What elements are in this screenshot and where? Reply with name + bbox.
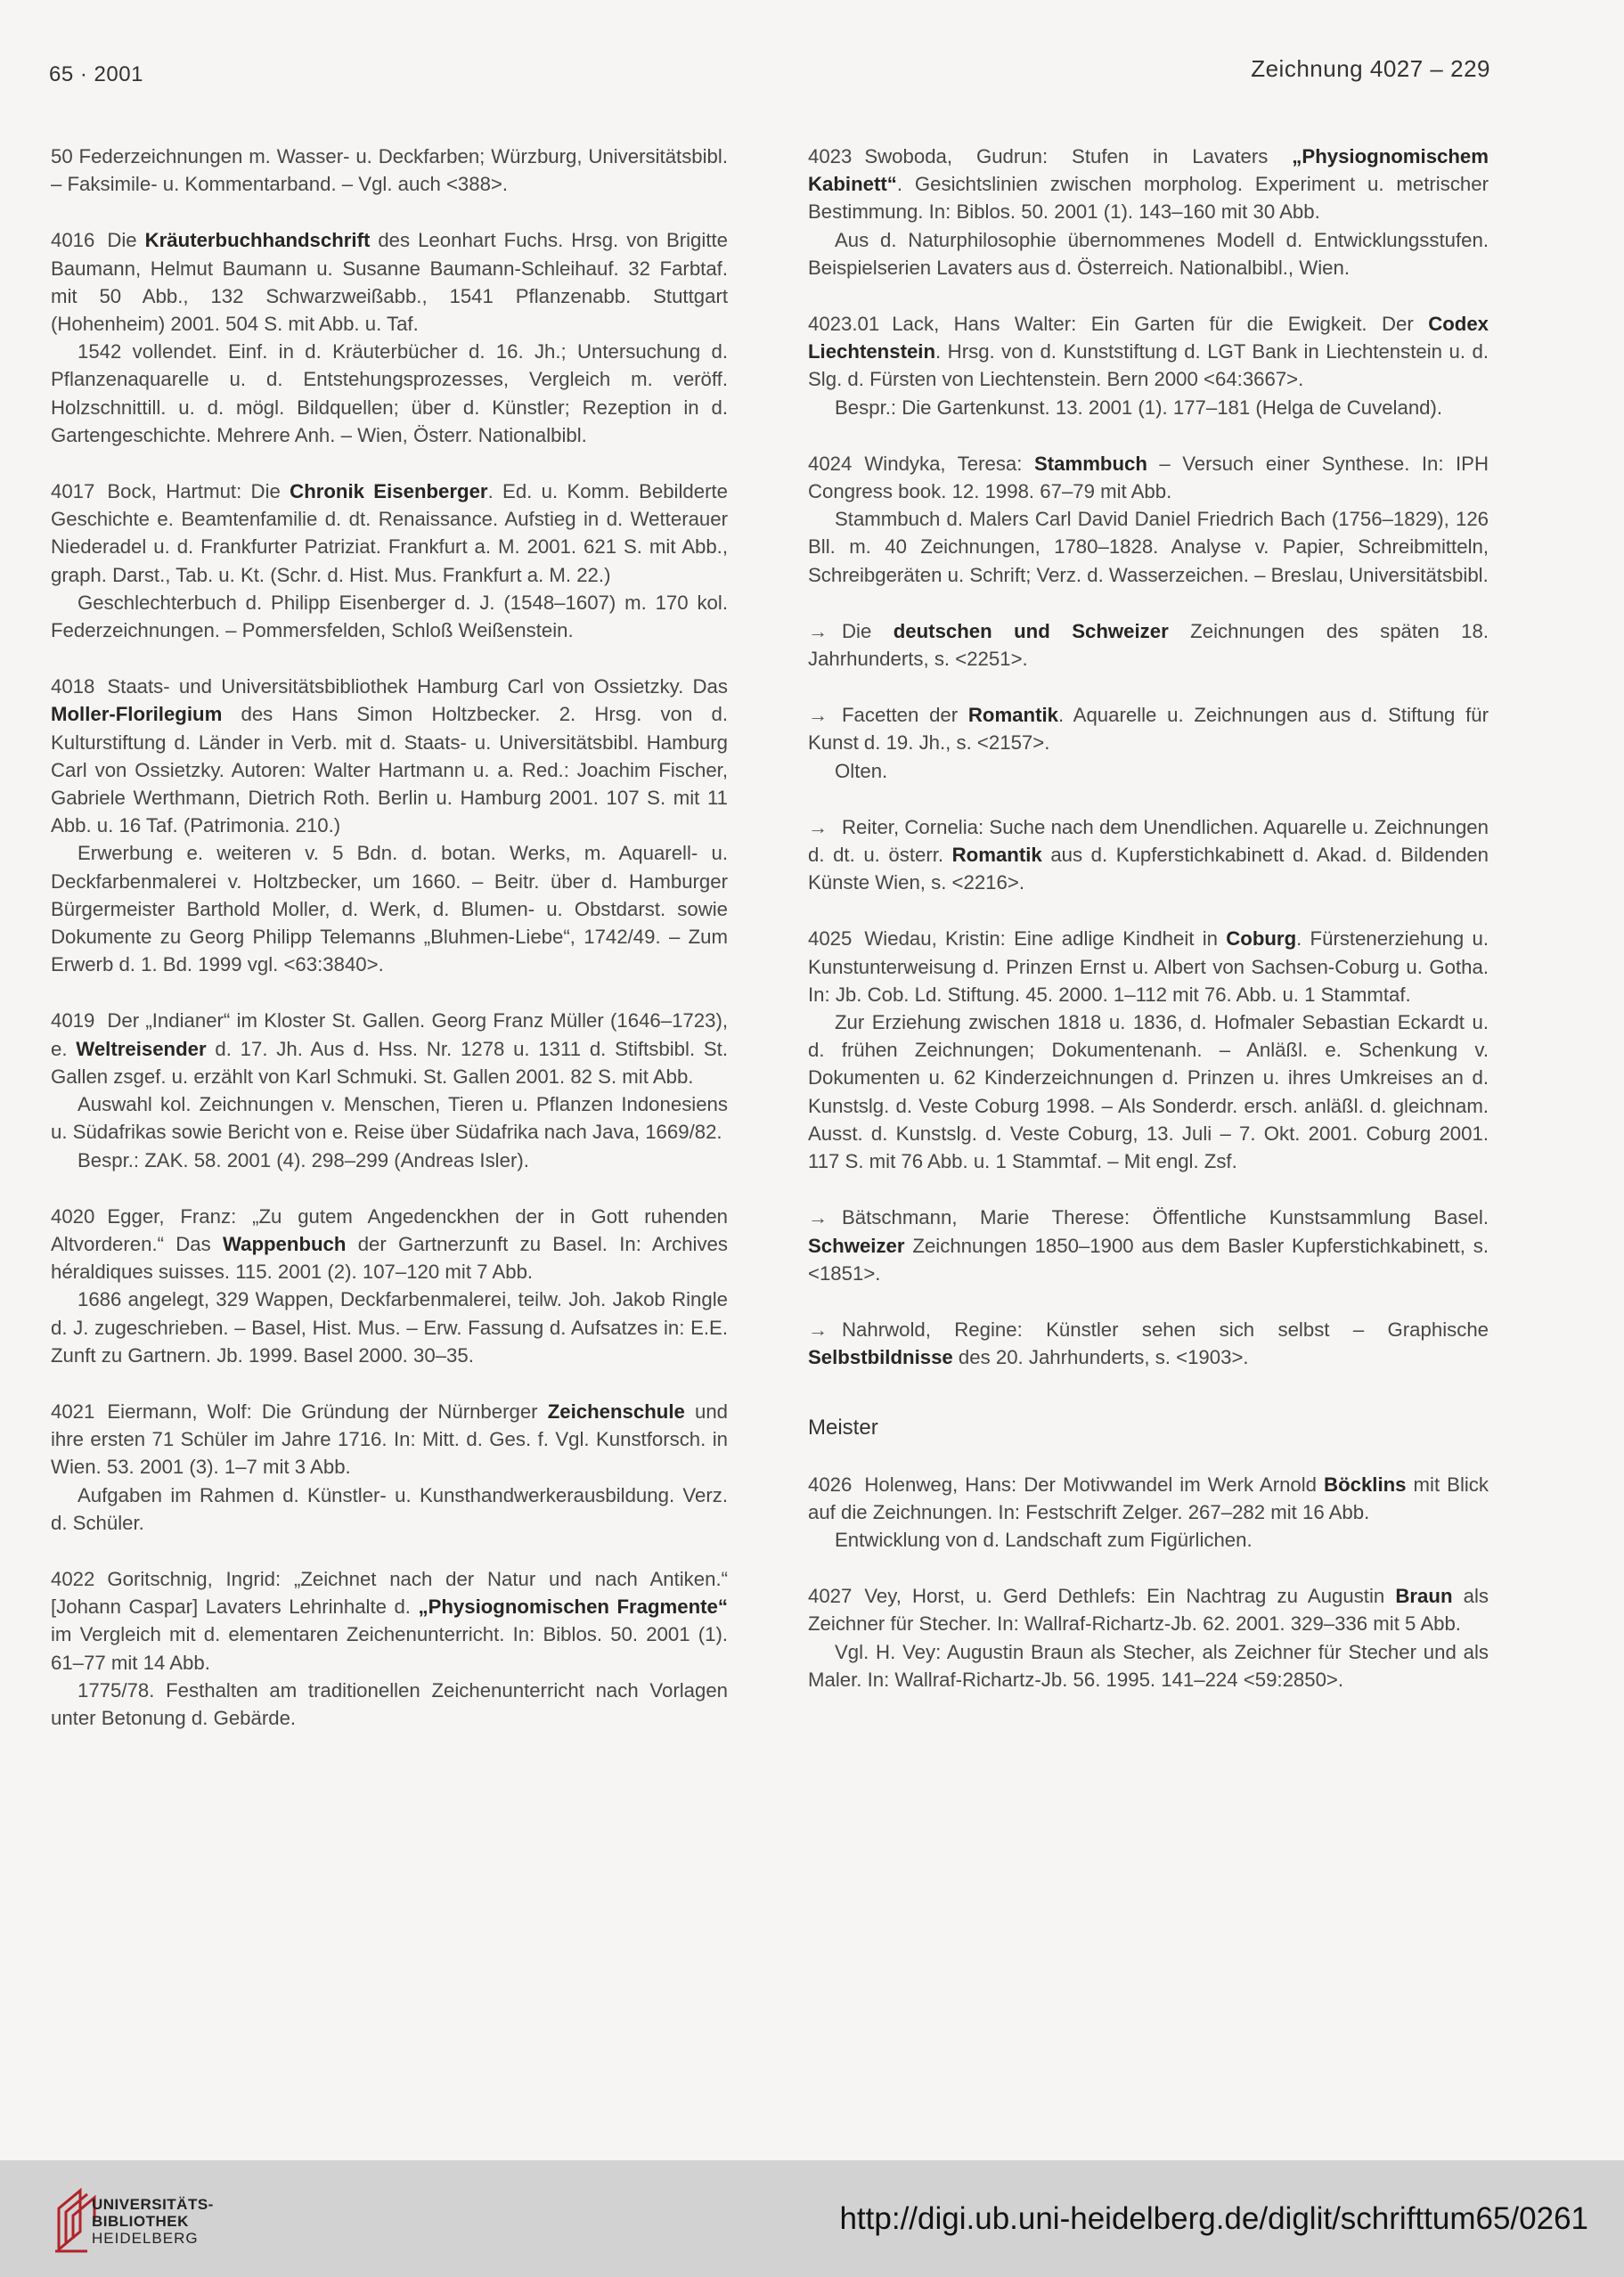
- entry-annotation: [808, 226, 1489, 282]
- running-header-left: 65 · 2001: [49, 62, 143, 86]
- entry-annotation: [51, 1285, 728, 1369]
- entry-text-rest: des 20. Jahrhunderts, s. <1903>.: [952, 1346, 1249, 1369]
- cross-reference-entry: [808, 617, 1489, 673]
- entry-keyword: deutschen und Schweizer: [893, 619, 1169, 642]
- entry-text: Nahrwold, Regine: Künstler sehen sich selbst – Graphische: [842, 1318, 1489, 1341]
- entry-citation: [808, 1204, 1489, 1287]
- entry-number: 4017: [51, 480, 95, 503]
- entry-citation: [51, 1565, 728, 1677]
- entry-text: Wiedau, Kristin: Eine adlige Kindheit in: [864, 927, 1227, 951]
- entry-text-rest: des Leonhart Fuchs. Hrsg. von Brigitte Baumann, Helmut Baumann u. Susanne Baumann-Schleihauf. 32 Farbtaf. mit 50 Abb., 132 Schwarzweißabb., 1541 Pflanzenabb. Stuttgart (Hohenheim) 2001. 504 S. mit Abb. u. Taf.: [51, 229, 728, 336]
- entry-text-rest: – Versuch einer Synthese. In: IPH Congress book. 12. 1998. 67–79 mit Abb.: [808, 452, 1489, 503]
- entry-citation: [808, 143, 1489, 226]
- entry-annotation: [808, 505, 1489, 589]
- entry-citation: [808, 617, 1489, 673]
- entry-text-rest: . Gesichtslinien zwischen morpholog. Experiment u. metrischer Bestimmung. In: Biblos. 50. 2001 (1). 143–160 mit 30 Abb.: [808, 173, 1489, 224]
- entry-keyword: Braun: [1395, 1585, 1453, 1608]
- entry-keyword: Kräuterbuchhandschrift: [144, 229, 371, 252]
- entry-keyword: „Physiognomischem Kabinett“: [808, 145, 1489, 196]
- entry-text: Windyka, Teresa:: [864, 452, 1034, 475]
- entry-citation: [808, 310, 1489, 394]
- entry-keyword: Chronik Eisenberger: [290, 480, 488, 503]
- entry-citation: [808, 701, 1489, 756]
- entry-annotation: [51, 338, 728, 449]
- entry-annotation: [51, 1090, 728, 1146]
- see-also-arrow-icon: →: [808, 815, 828, 838]
- entry-number: 4018: [51, 675, 95, 698]
- cross-reference-entry: [808, 1316, 1489, 1371]
- entry-text-rest: der Gartnerzunft zu Basel. In: Archives héraldiques suisses. 115. 2001 (2). 107–120 mit 7 Abb.: [51, 1232, 728, 1284]
- entry-annotation: [51, 589, 728, 644]
- see-also-arrow-icon: →: [808, 619, 828, 642]
- cross-reference-entry: [808, 1204, 1489, 1287]
- bibliography-entry: [51, 1203, 728, 1369]
- entry-citation: [808, 1582, 1489, 1637]
- running-header-right: Zeichnung 4027 – 229: [1251, 55, 1490, 82]
- entry-keyword: Coburg: [1226, 927, 1297, 951]
- bibliography-entry: [808, 310, 1489, 421]
- entry-text-rest: und ihre ersten 71 Schüler im Jahre 1716. In: Mitt. d. Ges. f. Vgl. Kunstforsch. in Wien. 53. 2001 (3). 1–7 mit 3 Abb.: [51, 1400, 728, 1479]
- entry-text: Reiter, Cornelia: Suche nach dem Unendlichen. Aquarelle u. Zeichnungen d. dt. u. österr.: [808, 815, 1489, 867]
- entry-text: Lack, Hans Walter: Ein Garten für die Ewigkeit. Der: [892, 313, 1429, 336]
- bibliography-entry: [51, 477, 728, 644]
- entry-text: Swoboda, Gudrun: Stufen in Lavaters: [864, 145, 1293, 167]
- entry-text: 1686 angelegt, 329 Wappen, Deckfarbenmalerei, teilw. Joh. Jakob Ringle d. J. zugeschrieben. – Basel, Hist. Mus. – Erw. Fassung d. Aufsatzes in: E.E. Zunft zu Gartnern. Jb. 1999. Basel 2000. 30–35.: [51, 1288, 728, 1367]
- entry-text-rest: aus d. Kupferstichkabinett d. Akad. d. Bildenden Künste Wien, s. <2216>.: [808, 844, 1489, 894]
- entry-text: 50 Federzeichnungen m. Wasser- u. Deckfarben; Würzburg, Universitätsbibl. – Faksimile- u. Kommentarband. – Vgl. auch <388>.: [51, 145, 728, 196]
- entry-text: Auswahl kol. Zeichnungen v. Menschen, Tieren u. Pflanzen Indonesiens u. Südafrikas sowie Bericht von e. Reise über Südafrika nach Java, 1669/82.: [51, 1093, 728, 1144]
- bibliography-entry: [808, 925, 1489, 1175]
- entry-text: 1542 vollendet. Einf. in d. Kräuterbücher d. 16. Jh.; Untersuchung d. Pflanzenaquarelle u. d. Entstehungsprozesses, Vergleich m. veröff. Holzschnittill. u. d. mögl. Bildquellen; über d. Künstler; Rezeption in d. Gartengeschichte. Mehrere Anh. – Wien, Österr. Nationalbibl.: [51, 340, 728, 446]
- entry-text-rest: Zeichnungen des späten 18. Jahrhunderts, s. <2251>.: [808, 619, 1489, 671]
- right-column: [808, 143, 1489, 1722]
- entry-text-rest: mit Blick auf die Zeichnungen. In: Festschrift Zelger. 267–282 mit 16 Abb.: [808, 1473, 1489, 1523]
- bibliography-entry: [51, 1565, 728, 1732]
- bibliography-entry: [808, 450, 1489, 589]
- bibliography-entry: [51, 226, 728, 449]
- permalink-url[interactable]: http://digi.ub.uni-heidelberg.de/diglit/schrifttum65/0261: [839, 2201, 1588, 2236]
- entry-citation: [51, 1203, 728, 1286]
- entry-text: Stammbuch d. Malers Carl David Daniel Friedrich Bach (1756–1829), 126 Bll. m. 40 Zeichnungen, 1780–1828. Analyse v. Papier, Schreibmitteln, Schreibgeräten u. Schrift; Verz. d. Wasserzeichen. – Breslau, Universitätsbibl.: [808, 508, 1489, 586]
- entry-annotation: [808, 1638, 1489, 1693]
- entry-keyword: Stammbuch: [1033, 452, 1147, 475]
- entry-number: 4019: [51, 1009, 95, 1032]
- cross-reference-entry: [808, 701, 1489, 785]
- entry-number: 4021: [51, 1400, 95, 1423]
- entry-number: 4023: [808, 145, 853, 167]
- entry-text: Die: [842, 619, 894, 642]
- entry-keyword: Böcklins: [1324, 1473, 1407, 1496]
- entry-keyword: Codex Liechtenstein: [808, 313, 1489, 363]
- bibliography-entry: [51, 1007, 728, 1173]
- footer-bar: [0, 2160, 1624, 2277]
- entry-annotation: [808, 1526, 1489, 1554]
- entry-text-rest: . Fürstenerziehung u. Kunstunterweisung d. Prinzen Ernst u. Albert von Sachsen-Coburg u. Gotha. In: Jb. Cob. Ld. Stiftung. 45. 2000. 1–112 mit 76. Abb. u. 1 Stammtaf.: [808, 927, 1489, 1006]
- entry-text: Eiermann, Wolf: Die Gründung der Nürnberger: [107, 1400, 548, 1423]
- entry-number: 4016: [51, 229, 95, 252]
- entry-text: Olten.: [835, 759, 888, 782]
- entry-text: Bespr.: Die Gartenkunst. 13. 2001 (1). 177–181 (Helga de Cuveland).: [835, 396, 1443, 419]
- entry-text: Aus d. Naturphilosophie übernommenes Modell d. Entwicklungsstufen. Beispielserien Lavaters aus d. Österreich. Nationalbibl., Wien.: [808, 228, 1489, 279]
- entry-text: Entwicklung von d. Landschaft zum Figürlichen.: [835, 1528, 1253, 1551]
- bibliography-entry: [808, 1471, 1489, 1555]
- entry-text: Die: [107, 229, 145, 252]
- entry-citation: [808, 1316, 1489, 1371]
- entry-keyword: Wappenbuch: [222, 1232, 347, 1255]
- entry-citation: [808, 450, 1489, 505]
- entry-text-rest: . Ed. u. Komm. Bebilderte Geschichte e. Beamtenfamilie d. dt. Renaissance. Aufstieg in d. Wetterauer Niederadel u. d. Frankfurter Patriziat. Frankfurt a. M. 2001. 621 S. mit Abb., graph. Darst., Tab. u. Kt. (Schr. d. Hist. Mus. Frankfurt a. M. 22.): [51, 480, 728, 586]
- entry-number: 4022: [51, 1567, 95, 1590]
- library-name-line2: BIBLIOTHEK: [92, 2213, 189, 2230]
- entry-number: 4020: [51, 1204, 95, 1228]
- entry-number: 4027: [808, 1585, 853, 1608]
- library-name-line3: HEIDELBERG: [92, 2230, 199, 2247]
- entry-text-rest: . Aquarelle u. Zeichnungen aus d. Stiftung für Kunst d. 19. Jh., s. <2157>.: [808, 704, 1489, 755]
- section-heading: Meister: [808, 1416, 878, 1440]
- entry-annotation: [808, 1008, 1489, 1175]
- entry-text: Bätschmann, Marie Therese: Öffentliche Kunstsammlung Basel.: [842, 1206, 1489, 1229]
- entry-text: Erwerbung e. weiteren v. 5 Bdn. d. botan. Werks, m. Aquarell- u. Deckfarbenmalerei v. Holtzbecker, um 1660. – Beitr. über d. Hamburger Bürgermeister Barthold Moller, d. Werk, d. Blumen- u. Obstdarst. sowie Dokumente zu Georg Philipp Telemanns „Bluhmen-Liebe“, 1742/49. – Zum Erwerb d. 1. Bd. 1999 vgl. <63:3840>.: [51, 842, 728, 976]
- left-column: [51, 143, 728, 1760]
- entry-keyword: „Physiognomischen Fragmente“: [418, 1596, 728, 1619]
- library-name-line1: UNIVERSITÄTS-: [92, 2196, 214, 2213]
- bibliography-entry: [51, 143, 728, 198]
- see-also-arrow-icon: →: [808, 1206, 828, 1229]
- entry-text: Vgl. H. Vey: Augustin Braun als Stecher, als Zeichner für Stecher und als Maler. In: Wallraf-Richartz-Jb. 56. 1995. 141–224 <59:2850>.: [808, 1640, 1489, 1691]
- entry-text: Geschlechterbuch d. Philipp Eisenberger d. J. (1548–1607) m. 170 kol. Federzeichnungen. – Pommersfelden, Schloß Weißenstein.: [51, 591, 728, 642]
- entry-text: Der „Indianer“ im Kloster St. Gallen. Georg Franz Müller (1646–1723), e.: [51, 1009, 728, 1060]
- entry-number: 4026: [808, 1473, 853, 1496]
- entry-text: Staats- und Universitätsbibliothek Hamburg Carl von Ossietzky. Das: [107, 675, 728, 698]
- bibliography-entry: [808, 1582, 1489, 1693]
- see-also-arrow-icon: →: [808, 1318, 828, 1341]
- entry-annotation: [51, 1481, 728, 1537]
- bibliography-entry: [808, 143, 1489, 282]
- entry-number: 4025: [808, 927, 853, 951]
- entry-text: Zur Erziehung zwischen 1818 u. 1836, d. Hofmaler Sebastian Eckardt u. d. frühen Zeichnungen; Dokumentenanh. – Anläßl. e. Schenkung v. Dokumenten u. 62 Kinderzeichnungen d. Prinzen u. ihres Umkreises an d. Kunstslg. d. Veste Coburg 1998. – Als Sonderdr. ersch. anläßl. d. gleichnam. Ausst. d. Kunstslg. d. Veste Coburg, 13. Juli – 7. Okt. 2001. Coburg 2001. 117 S. mit 76 Abb. u. 1 Stammtaf. – Mit engl. Zsf.: [808, 1011, 1489, 1173]
- entry-citation: [51, 1007, 728, 1090]
- cross-reference-entry: [808, 813, 1489, 897]
- entry-text: 1775/78. Festhalten am traditionellen Zeichenunterricht nach Vorlagen unter Betonung d. Gebärde.: [51, 1678, 728, 1729]
- entry-citation: [808, 813, 1489, 897]
- entry-annotation: [51, 1147, 728, 1174]
- entry-keyword: Zeichenschule: [547, 1400, 685, 1423]
- entry-keyword: Moller-Florilegium: [51, 703, 223, 726]
- entry-number: 4024: [808, 452, 853, 475]
- see-also-arrow-icon: →: [808, 704, 828, 727]
- entry-text: Holenweg, Hans: Der Motivwandel im Werk Arnold: [864, 1473, 1325, 1496]
- bibliography-entry: [51, 1398, 728, 1537]
- entry-annotation: [808, 757, 1489, 785]
- entry-text-rest: im Vergleich mit d. elementaren Zeichenunterricht. In: Biblos. 50. 2001 (1). 61–77 mit 14 Abb.: [51, 1623, 728, 1674]
- entry-keyword: Schweizer: [808, 1234, 905, 1257]
- entry-citation: [51, 226, 728, 338]
- entry-annotation: [808, 394, 1489, 421]
- entry-citation: [51, 143, 728, 198]
- entry-citation: [51, 673, 728, 839]
- entry-text-rest: d. 17. Jh. Aus d. Hss. Nr. 1278 u. 1311 d. Stiftsbibl. St. Gallen zsgef. u. erzählt von Karl Schmuki. St. Gallen 2001. 82 S. mit Abb.: [51, 1037, 729, 1088]
- entry-text: Facetten der: [842, 704, 968, 727]
- entry-keyword: Selbstbildnisse: [808, 1346, 953, 1369]
- entry-number: 4023.01: [808, 313, 880, 336]
- entry-keyword: Romantik: [951, 844, 1042, 867]
- bibliography-entry: [51, 673, 728, 978]
- entry-text-rest: Zeichnungen 1850–1900 aus dem Basler Kupferstichkabinett, s. <1851>.: [808, 1234, 1489, 1285]
- entry-citation: [51, 1398, 728, 1481]
- entry-keyword: Weltreisender: [76, 1037, 207, 1060]
- entry-citation: [808, 925, 1489, 1008]
- entry-keyword: Romantik: [967, 704, 1058, 727]
- entry-annotation: [51, 1677, 728, 1732]
- entry-citation: [51, 477, 728, 589]
- entry-text: Bock, Hartmut: Die: [107, 480, 290, 503]
- library-name: [92, 2196, 214, 2247]
- entry-text: Vey, Horst, u. Gerd Dethlefs: Ein Nachtrag zu Augustin: [864, 1585, 1396, 1608]
- entry-text: Aufgaben im Rahmen d. Künstler- u. Kunsthandwerkerausbildung. Verz. d. Schüler.: [51, 1483, 728, 1534]
- entry-text: Egger, Franz: „Zu gutem Angedenckhen der in Gott ruhenden Altvorderen.“ Das: [51, 1204, 728, 1255]
- entry-text: Bespr.: ZAK. 58. 2001 (4). 298–299 (Andreas Isler).: [78, 1148, 529, 1171]
- entry-text-rest: des Hans Simon Holtzbecker. 2. Hrsg. von d. Kulturstiftung d. Länder in Verb. mit d. Staats- u. Universitätsbibl. Hamburg Carl von Ossietzky. Autoren: Walter Hartmann u. a. Red.: Joachim Fischer, Gabriele Werthmann, Dietrich Roth. Berlin u. Hamburg 2001. 107 S. mit 11 Abb. u. 16 Taf. (Patrimonia. 210.): [51, 703, 728, 837]
- entry-annotation: [51, 839, 728, 978]
- entry-citation: [808, 1471, 1489, 1526]
- entry-text-rest: als Zeichner für Stecher. In: Wallraf-Richartz-Jb. 62. 2001. 329–336 mit 5 Abb.: [808, 1585, 1489, 1636]
- entry-text-rest: . Hrsg. von d. Kunststiftung d. LGT Bank in Liechtenstein u. d. Slg. d. Fürsten von Liechtenstein. Bern 2000 <64:3667>.: [808, 340, 1489, 391]
- entry-text: Goritschnig, Ingrid: „Zeichnet nach der Natur und nach Antiken.“ [Johann Caspar] Lavaters Lehrinhalte d.: [51, 1567, 728, 1619]
